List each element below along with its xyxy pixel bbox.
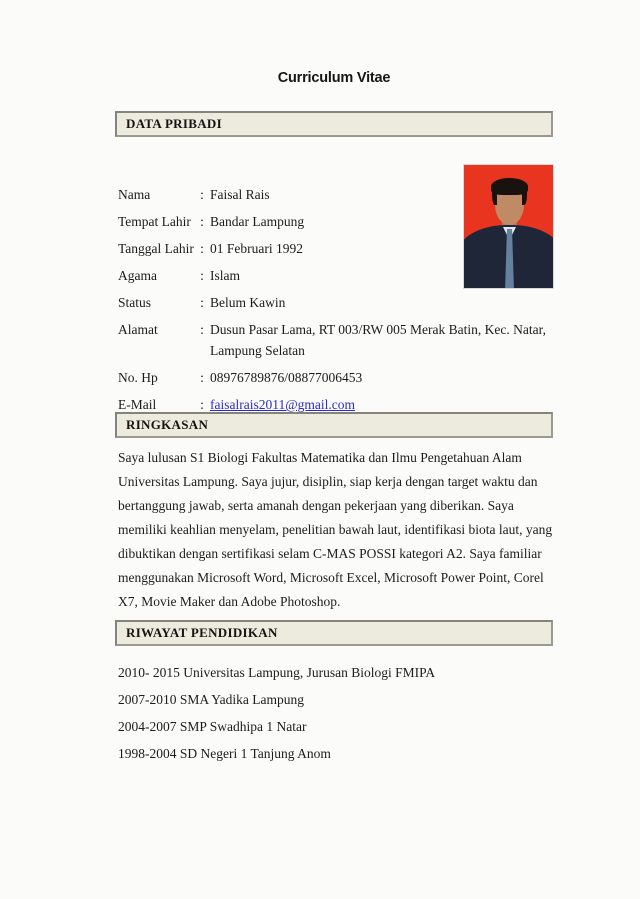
field-colon: : (200, 322, 204, 337)
field-row-agama (118, 265, 556, 286)
field-row-alamat (118, 319, 556, 361)
field-colon: : (200, 295, 204, 310)
field-value: Belum Kawin (210, 295, 286, 310)
field-colon: : (200, 214, 204, 229)
field-value: 01 Februari 1992 (210, 241, 303, 256)
field-row-nama (118, 184, 556, 205)
education-list (118, 662, 558, 770)
summary-paragraph: Saya lulusan S1 Biologi Fakultas Matematika dan Ilmu Pengetahuan Alam Universitas Lampung. Saya jujur, disiplin, siap kerja dengan target waktu dan bertanggung jawab, serta amanah dengan pekerjaan yang diberikan. Saya memiliki keahlian menyelam, penelitian bawah laut, identifikasi biota laut, yang dibuktikan dengan sertifikasi selam C-MAS POSSI kategori A2. Saya familiar menggunakan Microsoft Word, Microsoft Excel, Microsoft Power Point, Corel X7, Movie Maker dan Adobe Photoshop. (118, 450, 553, 609)
personal-data-fields (118, 184, 556, 421)
field-row-tempat-lahir (118, 211, 556, 232)
education-item: 2007-2010 SMA Yadika Lampung (118, 692, 305, 707)
section-header-ringkasan (115, 412, 553, 438)
education-item: 2010- 2015 Universitas Lampung, Jurusan Biologi FMIPA (118, 665, 436, 680)
field-label: Agama (118, 268, 157, 283)
field-value: Bandar Lampung (210, 214, 305, 229)
field-value: Faisal Rais (210, 187, 270, 202)
field-colon: : (200, 268, 204, 283)
section-header-data-pribadi (115, 111, 553, 137)
section-heading-label: DATA PRIBADI (126, 116, 222, 131)
field-value: 08976789876/08877006453 (210, 370, 363, 385)
field-value: Islam (210, 268, 240, 283)
field-colon: : (200, 397, 204, 412)
field-label: Nama (118, 187, 151, 202)
section-heading-label: RIWAYAT PENDIDIKAN (126, 625, 278, 640)
field-row-status (118, 292, 556, 313)
field-label: Tempat Lahir (118, 214, 191, 229)
field-row-tanggal-lahir (118, 238, 556, 259)
field-label: Alamat (118, 322, 158, 337)
field-label: No. Hp (118, 370, 158, 385)
education-item: 2004-2007 SMP Swadhipa 1 Natar (118, 719, 307, 734)
field-colon: : (200, 370, 204, 385)
field-colon: : (200, 187, 204, 202)
field-value: Dusun Pasar Lama, RT 003/RW 005 Merak Batin, Kec. Natar, Lampung Selatan (210, 322, 546, 358)
education-item: 1998-2004 SD Negeri 1 Tanjung Anom (118, 746, 331, 761)
field-row-no-hp (118, 367, 556, 388)
section-header-riwayat-pendidikan (115, 620, 553, 646)
field-label: E-Mail (118, 397, 157, 412)
page-title: Curriculum Vitae (277, 70, 391, 86)
field-colon: : (200, 241, 204, 256)
email-link[interactable]: faisalrais2011@gmail.com (210, 397, 356, 412)
field-label: Status (118, 295, 152, 310)
field-label: Tanggal Lahir (118, 241, 194, 256)
section-heading-label: RINGKASAN (126, 417, 209, 432)
